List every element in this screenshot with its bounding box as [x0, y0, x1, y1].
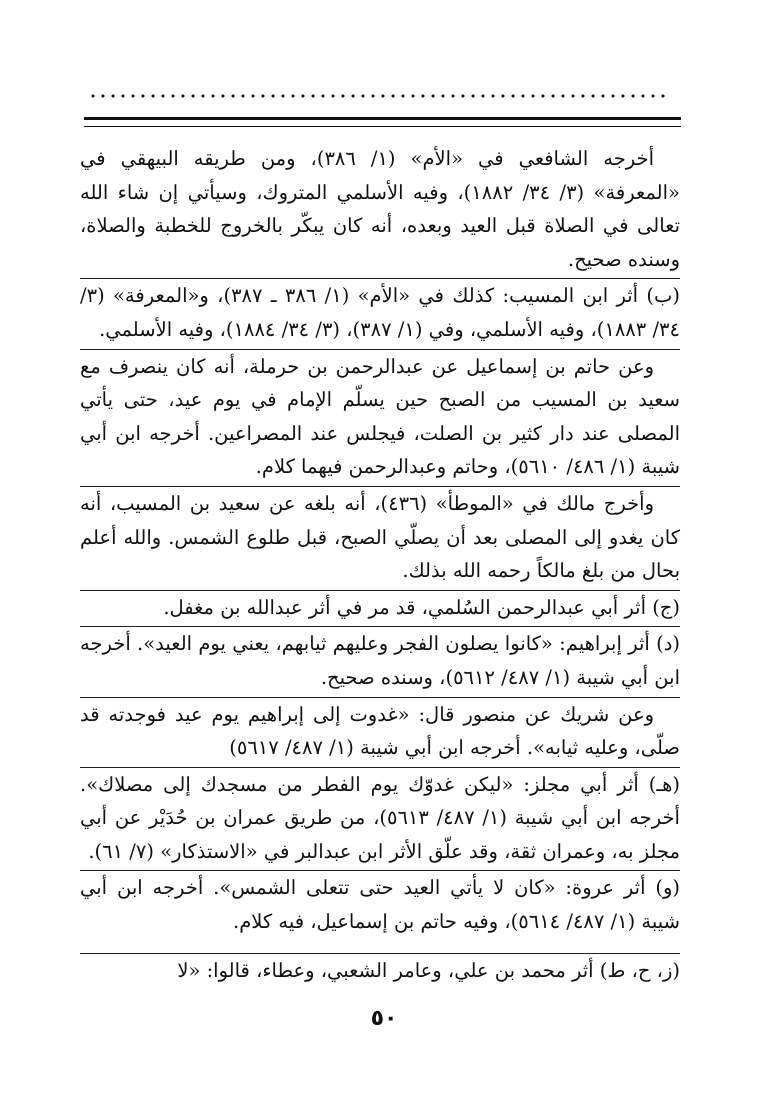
header-dotted-line: [88, 93, 670, 99]
paragraph-urwa: (و) أثر عروة: «كان لا يأتي العيد حتى تتعلى الشمس». أخرجه ابن أبي شيبة (١/ ٤٨٧/ ٥٦١٤)، وفيه حاتم بن إسماعيل، فيه كلام.: [80, 870, 680, 938]
paragraph-shafii: أخرجه الشافعي في «الأم» (١/ ٣٨٦)، ومن طريقه البيهقي في «المعرفة» (٣/ ٣٤/ ١٨٨٢)، وفيه الأسلمي المتروك، وسيأتي إن شاء الله تعالى في الصلاة قبل العيد وبعده، أنه كان يبكّر بالخروج للخطبة والصلاة، وسنده صحيح.: [80, 147, 680, 271]
page-number: ٥٠: [370, 1006, 398, 1031]
paragraph-sharik: وعن شريك عن منصور قال: «غدوت إلى إبراهيم يوم عيد فوجدته قد صلّى، وعليه ثيابه». أخرجه ابن أبي شيبة (١/ ٤٨٧/ ٥٦١٧): [80, 697, 680, 765]
header-thin-rule: [84, 126, 681, 127]
paragraph-muhammad-bin-ali: (ز، ح، ط) أثر محمد بن علي، وعامر الشعبي، وعطاء، قالوا: «لا: [80, 953, 680, 988]
paragraph-ibrahim: (د) أثر إبراهيم: «كانوا يصلون الفجر وعليهم ثيابهم، يعني يوم العيد». أخرجه ابن أبي شيبة (١/ ٤٨٧/ ٥٦١٢)، وسنده صحيح.: [80, 626, 680, 694]
footnote-body: [80, 142, 680, 987]
paragraph-malik: وأخرج مالك في «الموطأ» (٤٣٦)، أنه بلغه عن سعيد بن المسيب، أنه كان يغدو إلى المصلى بعد أن يصلّي الصبح، قبل طلوع الشمس. والله أعلم بحال من بلغ مالكاً رحمه الله بذلك.: [80, 486, 680, 588]
paragraph-sulami: (ج) أثر أبي عبدالرحمن السُلمي، قد مر في أثر عبدالله بن مغفل.: [80, 590, 680, 625]
header-thick-rule: [84, 117, 681, 120]
paragraph-ibn-musayyib: (ب) أثر ابن المسيب: كذلك في «الأم» (١/ ٣٨٦ ـ ٣٨٧)، و«المعرفة» (٣/ ٣٤/ ١٨٨٣)، وفيه الأسلمي، وفي (١/ ٣٨٧)، (٣/ ٣٤/ ١٨٨٤)، وفيه الأسلمي.: [80, 278, 680, 346]
paragraph-hatim: وعن حاتم بن إسماعيل عن عبدالرحمن بن حرملة، أنه كان ينصرف مع سعيد بن المسيب من الصبح حين يسلّم الإمام في يوم عيد، حتى يأتي المصلى عند دار كثير بن الصلت، فيجلس عند المصراعين. أخرجه ابن أبي شيبة (١/ ٤٨٦/ ٥٦١٠)، وحاتم وعبدالرحمن فيهما كلام.: [80, 349, 680, 484]
paragraph-abi-mijlaz: (هـ) أثر أبي مجلز: «ليكن غدوّك يوم الفطر من مسجدك إلى مصلاك». أخرجه ابن أبي شيبة (١/ ٤٨٧/ ٥٦١٣)، من طريق عمران بن حُدَيْر عن أبي مجلز به، وعمران ثقة، وقد علّق الأثر ابن عبدالبر في «الاستذكار» (٧/ ٦١).: [80, 767, 680, 869]
